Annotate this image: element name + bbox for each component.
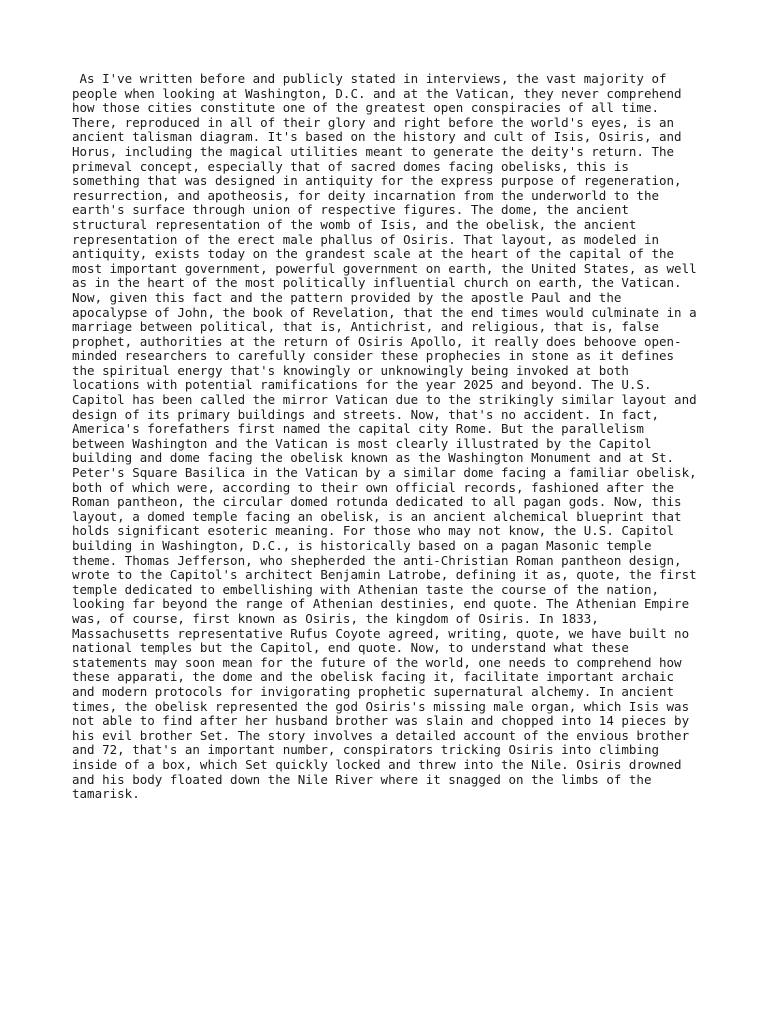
body-paragraph: As I've written before and publicly stated in interviews, the vast majority of people when looking at Washington, D.C. and at the Vatican, they never comprehend how those cities constitute one of the greatest open conspiracies of all time. There, reproduced in all of their glory and right before the world's eyes, is an ancient talisman diagram. It's based on the history and cult of Isis, Osiris, and Horus, including the magical utilities meant to generate the deity's return. The primeval concept, especially that of sacred domes facing obelisks, this is something that was designed in antiquity for the express purpose of regeneration, resurrection, and apotheosis, for deity incarnation from the underworld to the earth's surface through union of respective figures. The dome, the ancient structural representation of the womb of Isis, and the obelisk, the ancient representation of the erect male phallus of Osiris. That layout, as modeled in antiquity, exists today on the grandest scale at the heart of the capital of the most important government, powerful government on earth, the United States, as well as in the heart of the most politically influential church on earth, the Vatican. Now, given this fact and the pattern provided by the apostle Paul and the apocalypse of John, the book of Revelation, that the end times would culminate in a marriage between political, that is, Antichrist, and religious, that is, false prophet, authorities at the return of Osiris Apollo, it really does behoove open- minded researchers to carefully consider these prophecies in stone as it defines the spiritual energy that's knowingly or unknowingly being invoked at both locations with potential ramifications for the year 2025 and beyond. The U.S. Capitol has been called the mirror Vatican due to the strikingly similar layout and design of its primary buildings and streets. Now, that's no accident. In fact, America's forefathers first named the capital city Rome. But the parallelism between Washington and the Vatican is most clearly illustrated by the Capitol building and dome facing the obelisk known as the Washington Monument and at St. Peter's Square Basilica in the Vatican by a similar dome facing a familiar obelisk, both of which were, according to their own official records, fashioned after the Roman pantheon, the circular domed rotunda dedicated to all pagan gods. Now, this layout, a domed temple facing an obelisk, is an ancient alchemical blueprint that holds significant esoteric meaning. For those who may not know, the U.S. Capitol building in Washington, D.C., is historically based on a pagan Masonic temple theme. Thomas Jefferson, who shepherded the anti-Christian Roman pantheon design, wrote to the Capitol's architect Benjamin Latrobe, defining it as, quote, the first temple dedicated to embellishing with Athenian taste the course of the nation, looking far beyond the range of Athenian destinies, end quote. The Athenian Empire was, of course, first known as Osiris, the kingdom of Osiris. In 1833, Massachusetts representative Rufus Coyote agreed, writing, quote, we have built no national temples but the Capitol, end quote. Now, to understand what these statements may soon mean for the future of the world, one needs to comprehend how these apparati, the dome and the obelisk facing it, facilitate important archaic and modern protocols for invigorating prophetic supernatural alchemy. In ancient times, the obelisk represented the god Osiris's missing male organ, which Isis was not able to find after her husband brother was slain and chopped into 14 pieces by his evil brother Set. The story involves a detailed account of the envious brother and 72, that's an important number, conspirators tricking Osiris into climbing inside of a box, which Set quickly locked and threw into the Nile. Osiris drowned and his body floated down the Nile River where it snagged on the limbs of the tamarisk. bbox=[72, 71, 697, 802]
